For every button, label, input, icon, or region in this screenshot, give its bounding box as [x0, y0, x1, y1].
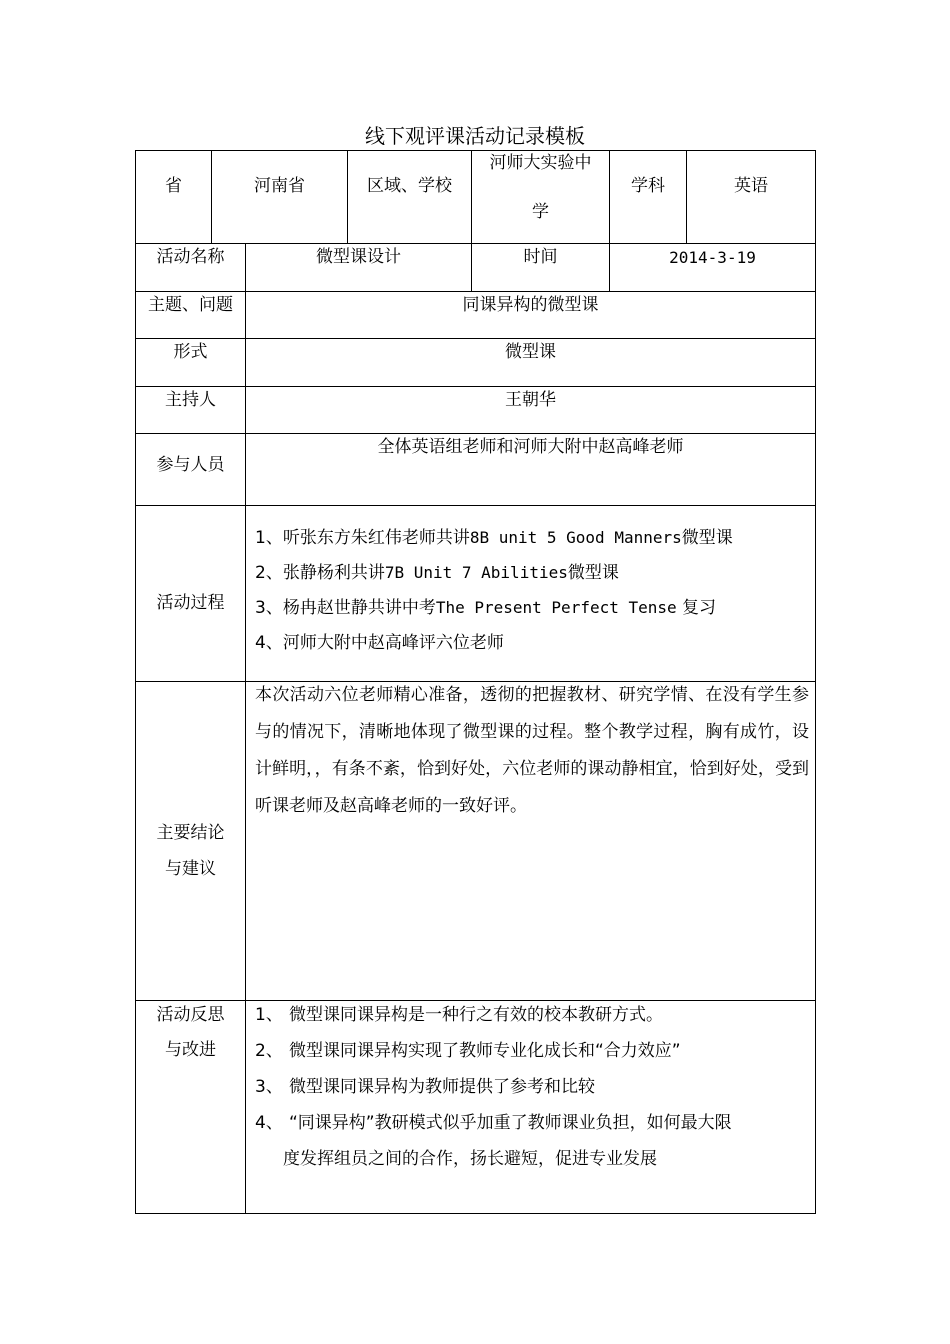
conclusion-text: 本次活动六位老师精心准备，透彻的把握教材、研究学情、在没有学生参与的情况下，清晰地体现了微型课的过程。整个教学过程，胸有成竹，设计鲜明，，有条不紊，恰到好处，六位老师的课动静相宜，恰到好处，受到听课老师及赵高峰老师的一致好评。 [255, 685, 809, 816]
host-label: 主持人 [165, 390, 216, 410]
activity-name-value: 微型课设计 [316, 247, 401, 267]
school-value-line2: 学 [532, 202, 549, 222]
reflection-item: 4、 “同课异构”教研模式似乎加重了教师课业负担，如何最大限 [255, 1113, 732, 1133]
region-school-label: 区域、学校 [367, 176, 452, 196]
process-item: 1、听张东方朱红伟老师共讲8B unit 5 Good Manners微型课 [255, 528, 733, 548]
reflection-label-line2: 与改进 [165, 1040, 216, 1060]
province-value: 河南省 [254, 176, 305, 196]
process-label: 活动过程 [156, 593, 225, 613]
reflection-list [255, 997, 813, 1177]
reflection-item: 1、 微型课同课异构是一种行之有效的校本教研方式。 [255, 1005, 663, 1025]
participants-value: 全体英语组老师和河师大附中赵高峰老师 [377, 437, 684, 457]
process-item: 4、河师大附中赵高峰评六位老师 [255, 633, 504, 653]
activity-name-label: 活动名称 [156, 247, 225, 267]
subject-value: 英语 [734, 176, 768, 196]
reflection-item: 2、 微型课同课异构实现了教师专业化成长和“合力效应” [255, 1041, 681, 1061]
topic-label: 主题、问题 [148, 295, 233, 315]
process-list [255, 520, 810, 660]
document-title: 线下观评课活动记录模板 [365, 124, 585, 148]
conclusion-label-line1: 主要结论 [156, 823, 225, 843]
reflection-item: 3、 微型课同课异构为教师提供了参考和比较 [255, 1077, 595, 1097]
conclusion-label-line2: 与建议 [165, 859, 216, 879]
subject-label: 学科 [631, 176, 665, 196]
process-item: 2、张静杨利共讲7B Unit 7 Abilities微型课 [255, 563, 619, 583]
time-value: 2014-3-19 [669, 248, 756, 267]
format-label: 形式 [173, 342, 208, 362]
province-label: 省 [165, 176, 182, 196]
host-value: 王朝华 [505, 390, 556, 410]
participants-label: 参与人员 [156, 455, 225, 475]
process-item: 3、杨冉赵世静共讲中考The Present Perfect Tense 复习 [255, 598, 717, 618]
school-value-line1: 河师大实验中 [489, 153, 592, 173]
topic-value: 同课异构的微型课 [462, 295, 599, 315]
format-value: 微型课 [505, 342, 556, 362]
reflection-continuation: 度发挥组员之间的合作，扬长避短，促进专业发展 [283, 1149, 657, 1169]
reflection-label-line1: 活动反思 [156, 1005, 225, 1025]
time-label: 时间 [523, 247, 558, 267]
